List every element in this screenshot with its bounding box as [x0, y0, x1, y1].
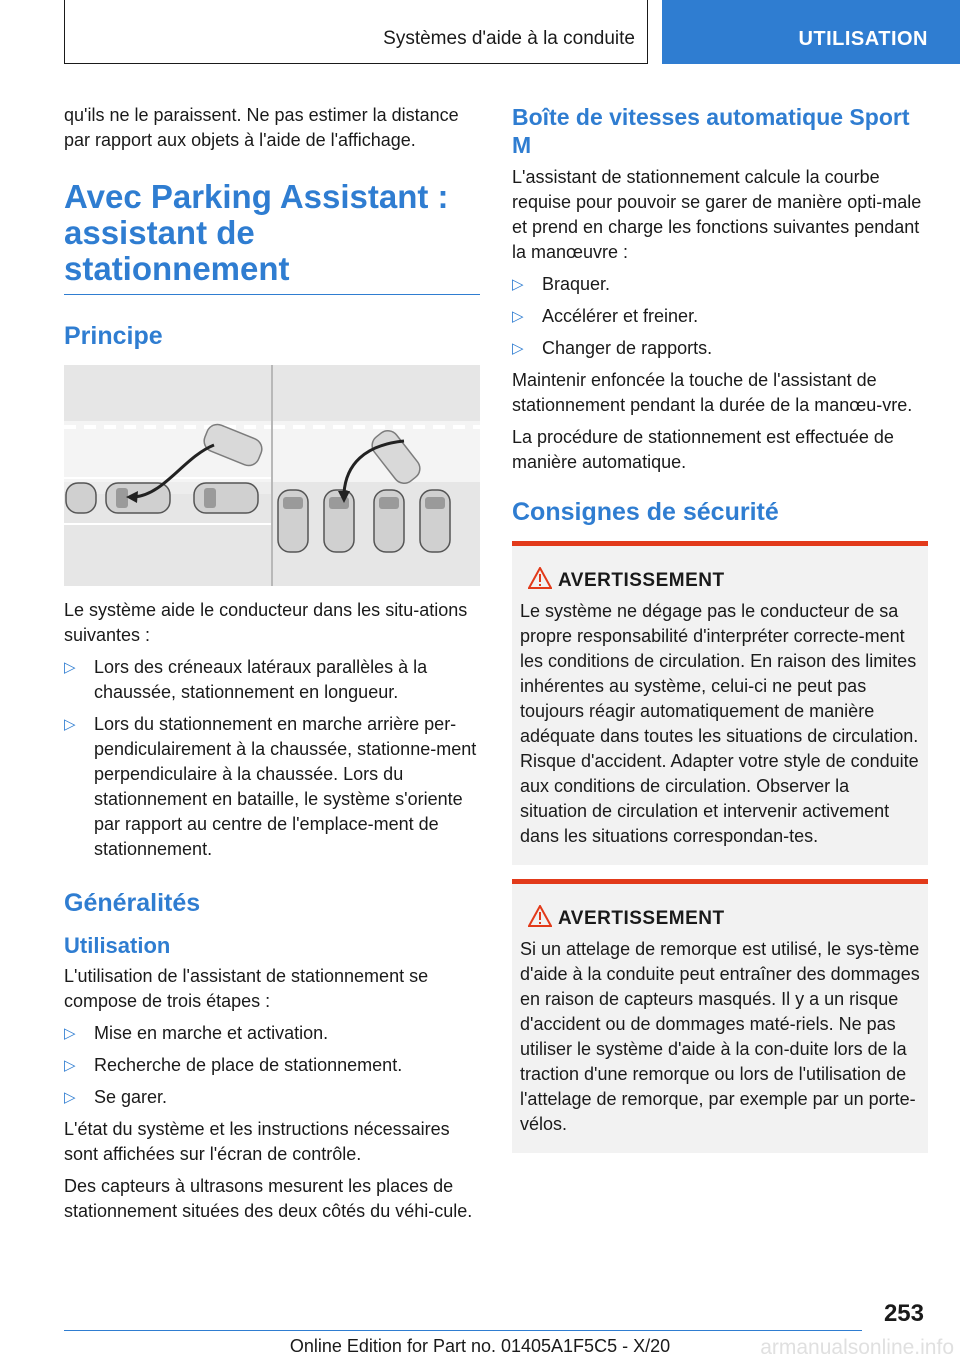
etat-text: L'état du système et les instructions nécessaires sont affichées sur l'écran de contrôle. [64, 1119, 450, 1164]
warning-box [512, 541, 928, 865]
warning-text: Le système ne dégage pas le conducteur de sa propre responsabilité d'interpréter correcte‐ment les conditions de circulation. En raison des limites inhérentes au système, celui-ci ne peut pas toujours réagir automatiquement de manière adéquate dans toutes les situations de circulation. Risque d'accident. Adapter votre style de conduite aux conditions de circulation. Observer la situation de circulation et intervenir activement dans les situations correspondan‐tes. [520, 601, 919, 846]
maintenir-text: Maintenir enfoncée la touche de l'assistant de stationnement pendant la durée de la manœu‐vre. [512, 370, 913, 415]
utilisation-heading: Utilisation [64, 933, 171, 958]
footer-edition: Online Edition for Part no. 01405A1F5C5 - X/20 [289, 1336, 671, 1356]
list-item [64, 1085, 480, 1110]
list-item-text: Changer de rapports. [542, 338, 713, 358]
list-item-text: Braquer. [542, 274, 611, 294]
principe-text: Le système aide le conducteur dans les situ‐ations suivantes : [64, 600, 468, 645]
list-item-text: Se garer. [94, 1087, 168, 1107]
header-section-box [64, 0, 648, 64]
section-title: Avec Parking Assistant : assistant de stationnement [64, 179, 480, 295]
page-number: 253 [883, 1300, 924, 1327]
parking-illustration [64, 365, 480, 586]
bullet-triangle-icon: ▷ [64, 659, 76, 676]
list-item [512, 304, 928, 329]
bullet-triangle-icon: ▷ [512, 276, 524, 293]
warning-title [520, 568, 920, 593]
footer-rule [64, 1330, 862, 1331]
warning-text: Si un attelage de remorque est utilisé, le sys‐tème d'aide à la conduite peut entraîner des dommages en raison de capteurs masqués. Il y a un risque d'accident ou de dommages maté‐riels. Ne pas utiliser le système d'aide à la con‐duite lors de la traction d'une remorque ou lors de l'utilisation de l'attelage de remorque, par exemple par un porte-vélos. [520, 939, 920, 1134]
bullet-triangle-icon: ▷ [64, 1025, 76, 1042]
utilisation-list [64, 1021, 480, 1110]
list-item [64, 1053, 480, 1078]
list-item [64, 712, 480, 862]
boite-heading: Boîte de vitesses automatique Sport M [512, 104, 910, 158]
bullet-triangle-icon: ▷ [64, 716, 76, 733]
bullet-triangle-icon: ▷ [512, 340, 524, 357]
list-item-text: Lors du stationnement en marche arrière per‐pendiculairement à la chaussée, stationne‐ment perpendiculaire à la chaussée. Lors du stationnement en bataille, le système s'oriente par rapport au centre de l'emplace‐ment de stationnement. [94, 714, 477, 859]
warning-box [512, 879, 928, 1153]
warning-title-text: AVERTISSEMENT [558, 908, 725, 929]
list-item-text: Recherche de place de stationnement. [94, 1055, 403, 1075]
list-item-text: Mise en marche et activation. [94, 1023, 329, 1043]
header-section-title: Systèmes d'aide à la conduite [383, 28, 635, 49]
bullet-triangle-icon: ▷ [512, 308, 524, 325]
warning-triangle-icon [528, 905, 552, 927]
list-item-text: Accélérer et freiner. [542, 306, 699, 326]
warning-title [520, 906, 920, 931]
header-chapter-title: UTILISATION [798, 28, 928, 50]
warning-triangle-icon [528, 567, 552, 589]
watermark: armanualsonline.info [760, 1336, 954, 1359]
bullet-triangle-icon: ▷ [64, 1057, 76, 1074]
list-item-text: Lors des créneaux latéraux parallèles à la chaussée, stationnement en longueur. [94, 657, 428, 702]
bullet-triangle-icon: ▷ [64, 1089, 76, 1106]
intro-paragraph: qu'ils ne le paraissent. Ne pas estimer la distance par rapport aux objets à l'aide de l'affichage. [64, 105, 459, 150]
principe-list [64, 655, 480, 862]
warning-title-text: AVERTISSEMENT [558, 570, 725, 591]
left-column [64, 103, 480, 1231]
header-chapter-tab [662, 0, 960, 64]
right-column [512, 103, 928, 1161]
utilisation-text: L'utilisation de l'assistant de stationnement se compose de trois étapes : [64, 966, 429, 1011]
list-item [512, 272, 928, 297]
list-item [512, 336, 928, 361]
boite-list [512, 272, 928, 361]
consignes-heading: Consignes de sécurité [512, 498, 779, 526]
list-item [64, 1021, 480, 1046]
parking-illustration-svg [64, 365, 480, 586]
procedure-text: La procédure de stationnement est effectuée de manière automatique. [512, 427, 894, 472]
list-item [64, 655, 480, 705]
generalites-heading: Généralités [64, 889, 201, 917]
capteurs-text: Des capteurs à ultrasons mesurent les places de stationnement situées des deux côtés du véhi‐cule. [64, 1176, 473, 1221]
principe-heading: Principe [64, 322, 163, 350]
boite-text: L'assistant de stationnement calcule la courbe requise pour pouvoir se garer de manière opti‐male et prend en charge les fonctions suivantes pendant la manœuvre : [512, 167, 922, 262]
